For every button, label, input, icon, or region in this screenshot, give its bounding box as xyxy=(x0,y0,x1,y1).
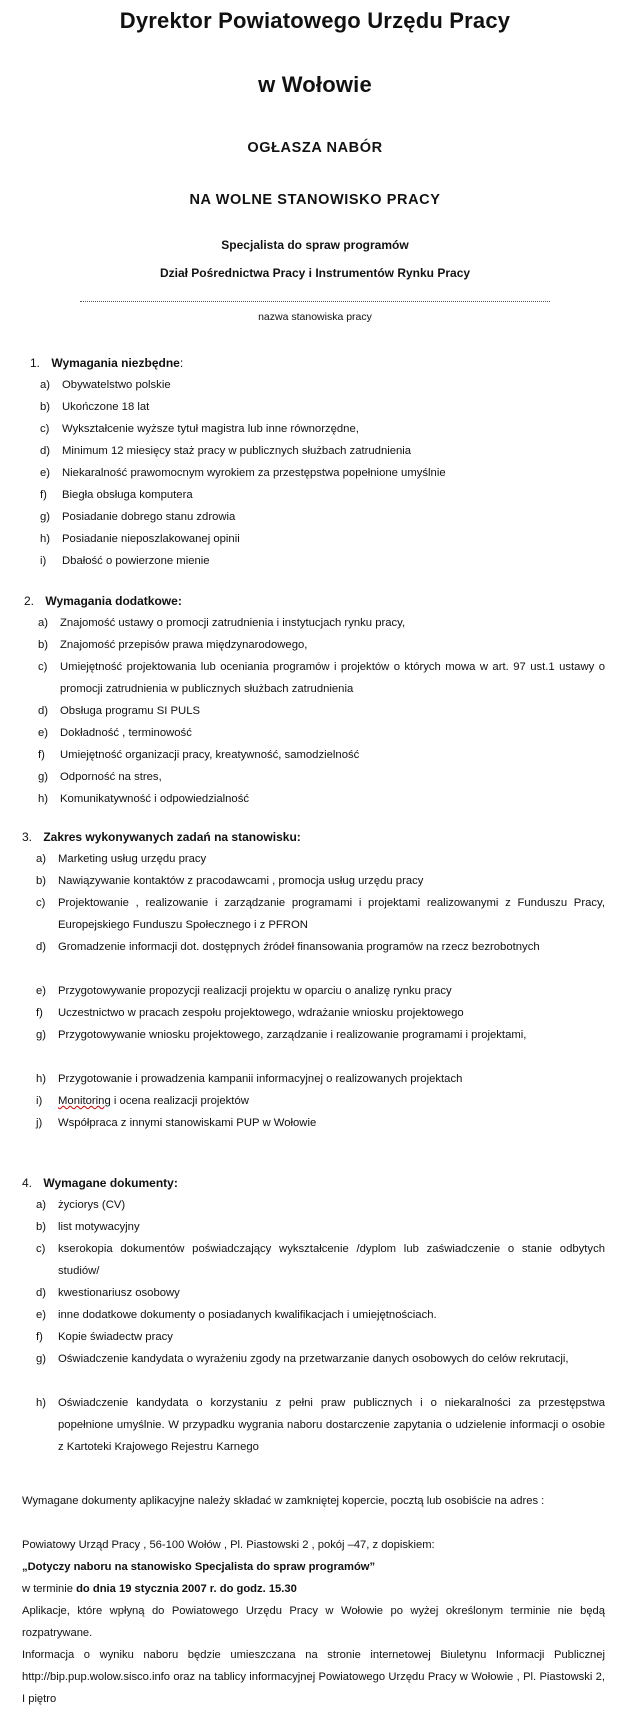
list-item xyxy=(40,440,605,462)
list-item-text: Współpraca z innymi stanowiskami PUP w Wołowie xyxy=(58,1117,317,1129)
department-name: Dział Pośrednictwa Pracy i Instrumentów Rynku Pracy xyxy=(159,266,471,280)
list-item-letter: g) xyxy=(36,1353,47,1365)
section-2-heading xyxy=(24,594,182,608)
list-item xyxy=(36,936,605,980)
list-item-text: Uczestnictwo w pracach zespołu projektowego, wdrażanie wniosku projektowego xyxy=(58,1007,464,1019)
list-item-letter: a) xyxy=(40,379,51,391)
list-item-text xyxy=(58,1090,605,1112)
list-item-text: Znajomość ustawy o promocji zatrudnienia i instytucjach rynku pracy, xyxy=(60,617,406,629)
list-item-text: Posiadanie dobrego stanu zdrowia xyxy=(62,511,236,523)
list-item-letter: d) xyxy=(36,941,47,953)
list-item-letter: h) xyxy=(36,1397,47,1409)
list-item xyxy=(40,418,605,440)
list-item-text: Ukończone 18 lat xyxy=(62,401,150,413)
section-title: Wymagania niezbędne xyxy=(51,356,180,370)
list-item-text: Niekaralność prawomocnym wyrokiem za przestępstwa popełnione umyślnie xyxy=(62,467,446,479)
list-item xyxy=(36,1348,605,1392)
list-item-text: Projektowanie , realizowanie i zarządzanie programami i projektami realizowanymi z Funduszu Pracy, Europejskiego Funduszu Społecznego i z PFRON xyxy=(58,897,605,931)
list-item xyxy=(38,656,605,700)
list-item-letter: a) xyxy=(38,617,49,629)
list-item-letter: h) xyxy=(36,1073,47,1085)
list-item xyxy=(36,1024,605,1068)
list-item-text: Komunikatywność i odpowiedzialność xyxy=(60,793,250,805)
list-item xyxy=(36,1090,605,1112)
submission-address: Powiatowy Urząd Pracy , 56-100 Wołów , Pl. Piastowski 2 , pokój –47, z dopiskiem: xyxy=(22,1539,435,1551)
section-title: Wymagania dodatkowe: xyxy=(45,594,182,608)
list-item-letter: c) xyxy=(40,423,50,435)
list-item xyxy=(36,1112,605,1134)
list-item xyxy=(36,892,605,936)
list-item-text: Dokładność , terminowość xyxy=(60,727,192,739)
list-item xyxy=(38,700,605,722)
title-line-1: Dyrektor Powiatowego Urzędu Pracy xyxy=(119,8,511,33)
list-item-letter: d) xyxy=(38,705,49,717)
list-item-text: Obsługa programu SI PULS xyxy=(60,705,201,717)
list-item-text: Nawiązywanie kontaktów z pracodawcami , promocja usług urzędu pracy xyxy=(58,875,424,887)
list-item-letter: g) xyxy=(38,771,49,783)
dotted-line xyxy=(80,299,550,302)
list-item xyxy=(40,462,605,484)
list-item-text: Odporność na stres, xyxy=(60,771,162,783)
list-item-text: Obywatelstwo polskie xyxy=(62,379,171,391)
list-item-letter: j) xyxy=(36,1117,43,1129)
section-title-suffix: : xyxy=(179,356,184,370)
section-number: 4. xyxy=(22,1176,33,1190)
list-item-text: Gromadzenie informacji dot. dostępnych źródeł finansowania programów na rzecz bezrobotnych xyxy=(58,941,540,953)
section-title: Wymagane dokumenty: xyxy=(43,1176,178,1190)
list-item-letter: f) xyxy=(38,749,45,761)
list-item-letter: a) xyxy=(36,1199,47,1211)
list-item-text: Minimum 12 miesięcy staż pracy w publicznych służbach zatrudnienia xyxy=(62,445,412,457)
list-item xyxy=(36,848,605,870)
list-item xyxy=(36,1194,605,1216)
list-item-text: list motywacyjny xyxy=(58,1221,140,1233)
section-number: 2. xyxy=(24,594,35,608)
list-item-letter: h) xyxy=(40,533,51,545)
list-item xyxy=(36,1068,605,1090)
list-item xyxy=(36,1392,605,1458)
list-item-letter: c) xyxy=(38,661,48,673)
list-item xyxy=(36,1304,605,1326)
deadline-date: do dnia 19 stycznia 2007 r. do godz. 15.30 xyxy=(76,1583,297,1595)
title-line-2: w Wołowie xyxy=(258,72,372,97)
list-item-text: życiorys (CV) xyxy=(58,1199,126,1211)
list-item xyxy=(38,722,605,744)
list-item-letter: c) xyxy=(36,1243,46,1255)
list-item-text: Znajomość przepisów prawa międzynarodowego, xyxy=(60,639,308,651)
position-caption: nazwa stanowiska pracy xyxy=(258,311,372,323)
list-item xyxy=(40,484,605,506)
list-item-letter: h) xyxy=(38,793,49,805)
list-item xyxy=(40,374,605,396)
list-item xyxy=(40,506,605,528)
deadline-prefix: w terminie xyxy=(22,1583,77,1595)
list-item-letter: b) xyxy=(36,875,47,887)
list-item-letter: f) xyxy=(36,1331,43,1343)
list-item-letter: i) xyxy=(36,1095,43,1107)
list-item-text: Oświadczenie kandydata o wyrażeniu zgody na przetwarzanie danych osobowych do celów rekrutacji, xyxy=(58,1353,569,1365)
list-item-text: kserokopia dokumentów poświadczający wykształcenie /dyplom lub zaświadczenie o stanie odbytych studiów/ xyxy=(58,1243,605,1277)
list-item-letter: e) xyxy=(40,467,51,479)
list-item-text: inne dodatkowe dokumenty o posiadanych kwalifikacjach i umiejętnościach. xyxy=(58,1309,437,1321)
section-3-heading xyxy=(22,830,301,844)
list-item-text: Przygotowywanie wniosku projektowego, zarządzanie i realizowanie programami i projektami, xyxy=(58,1029,527,1041)
list-item xyxy=(36,1326,605,1348)
list-item xyxy=(38,634,605,656)
list-item-letter: e) xyxy=(36,985,47,997)
list-item-text: Umiejętność projektowania lub oceniania programów i projektów o których mowa w art. 97 ust.1 ustawy o promocji zatrudnienia w publicznych służbach zatrudnienia xyxy=(60,661,605,695)
section-4-heading xyxy=(22,1176,178,1190)
list-item xyxy=(38,612,605,634)
list-item xyxy=(40,550,605,572)
list-item xyxy=(38,766,605,788)
submission-instructions: Wymagane dokumenty aplikacyjne należy składać w zamkniętej kopercie, pocztą lub osobiście na adres : xyxy=(22,1495,545,1507)
list-item xyxy=(36,1216,605,1238)
list-item-letter: g) xyxy=(40,511,51,523)
list-item-letter: c) xyxy=(36,897,46,909)
list-item-text: Posiadanie nieposzlakowanej opinii xyxy=(62,533,240,545)
late-applications-note: Aplikacje, które wpłyną do Powiatowego Urzędu Pracy w Wołowie po wyżej określonym terminie nie będą rozpatrywane. xyxy=(22,1605,605,1639)
position-name: Specjalista do spraw programów xyxy=(221,238,409,252)
list-item-letter: g) xyxy=(36,1029,47,1041)
list-item-letter: f) xyxy=(40,489,47,501)
list-item xyxy=(40,396,605,418)
list-item-letter: d) xyxy=(40,445,51,457)
list-item xyxy=(36,1282,605,1304)
section-number: 3. xyxy=(22,830,33,844)
envelope-note: „Dotyczy naboru na stanowisko Specjalista do spraw programów” xyxy=(22,1561,376,1573)
spellcheck-word: Monitoring xyxy=(58,1095,111,1107)
section-title: Zakres wykonywanych zadań na stanowisku: xyxy=(43,830,301,844)
list-item-letter: e) xyxy=(38,727,49,739)
list-item-text: Oświadczenie kandydata o korzystaniu z pełni praw publicznych i o niekaralności za przestępstwa popełnione umyślnie. W przypadku wygrania naboru dostarczenie zapytania o udzielenie informacji o osobie z Kartoteki Krajowego Rejestru Karnego xyxy=(58,1397,605,1453)
list-item-text: Dbałość o powierzone mienie xyxy=(62,555,210,567)
list-item-letter: a) xyxy=(36,853,47,865)
list-item-text: Marketing usług urzędu pracy xyxy=(58,853,207,865)
results-information: Informacja o wyniku naboru będzie umieszczana na stronie internetowej Biuletynu Informacji Publicznej http://bip.pup.wolow.sisco.info oraz na tablicy informacyjnej Powiatowego Urzędu Pracy w Wołowie , Pl. Piastowski 2, I piętro xyxy=(22,1649,605,1705)
list-item-text: Biegła obsługa komputera xyxy=(62,489,193,501)
list-item-letter: i) xyxy=(40,555,47,567)
list-item-text: Przygotowywanie propozycji realizacji projektu w oparciu o analizę rynku pracy xyxy=(58,985,452,997)
list-item xyxy=(36,870,605,892)
section-1-heading xyxy=(30,356,183,370)
list-item-letter: d) xyxy=(36,1287,47,1299)
list-item-letter: b) xyxy=(36,1221,47,1233)
announce-subheading: NA WOLNE STANOWISKO PRACY xyxy=(189,192,441,208)
list-item-letter: f) xyxy=(36,1007,43,1019)
list-item-letter: b) xyxy=(38,639,49,651)
list-item-text: kwestionariusz osobowy xyxy=(58,1287,180,1299)
list-item-text-rest: i ocena realizacji projektów xyxy=(110,1095,249,1107)
list-item-text: Umiejętność organizacji pracy, kreatywność, samodzielność xyxy=(60,749,360,761)
list-item xyxy=(36,980,605,1002)
list-item-letter: b) xyxy=(40,401,51,413)
section-number: 1. xyxy=(30,356,41,370)
list-item xyxy=(36,1238,605,1282)
announce-heading: OGŁASZA NABÓR xyxy=(247,140,383,156)
list-item xyxy=(36,1002,605,1024)
list-item xyxy=(38,744,605,766)
list-item-text: Przygotowanie i prowadzenia kampanii informacyjnej o realizowanych projektach xyxy=(58,1073,463,1085)
list-item xyxy=(38,788,605,810)
list-item xyxy=(40,528,605,550)
deadline xyxy=(22,1578,605,1600)
list-item-text: Kopie świadectw pracy xyxy=(58,1331,173,1343)
list-item-text: Wykształcenie wyższe tytuł magistra lub inne równorzędne, xyxy=(62,423,359,435)
list-item-letter: e) xyxy=(36,1309,47,1321)
